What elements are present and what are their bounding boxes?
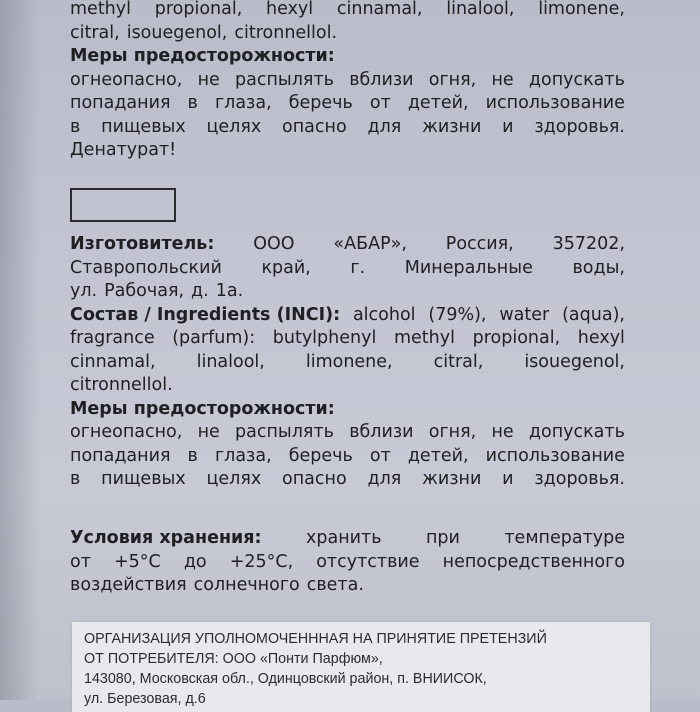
word: (aqua), [562, 304, 625, 325]
sticker-line: ОТ ПОТРЕБИТЕЛЯ: ООО «Понти Парфюм», [84, 651, 383, 667]
word: г. [350, 257, 366, 278]
word: отсутствие [316, 551, 420, 572]
word: в [70, 116, 81, 137]
word: (79%), [428, 304, 487, 325]
storage-line [70, 527, 625, 551]
word: isouegenol, [126, 22, 228, 43]
text-line [70, 116, 625, 140]
precautions-heading-2: Меры предосторожности: [70, 398, 335, 419]
word: огнеопасно, [70, 422, 183, 442]
word: не [491, 422, 514, 442]
word: допускать [528, 69, 625, 90]
word: света. [306, 575, 364, 595]
word: опасно [282, 469, 347, 489]
word: isouegenol, [524, 351, 625, 372]
text-line [70, 0, 625, 22]
word: linalool, [446, 0, 515, 19]
word: linalool, [196, 351, 265, 372]
word: для [367, 116, 402, 137]
word: limonene, [305, 351, 393, 372]
word: попадания [70, 445, 171, 466]
word: water [499, 304, 550, 325]
word: citral, [70, 22, 120, 43]
word: не [197, 69, 220, 90]
text-line [70, 22, 625, 46]
word: огнеопасно, [70, 69, 183, 90]
word: в [187, 445, 198, 466]
word: hexyl [577, 328, 625, 348]
word: Ставропольский [70, 257, 222, 278]
claims-sticker [72, 622, 650, 712]
word: попадания [70, 93, 171, 113]
word: +25°С, [229, 551, 294, 572]
word: citronnellol. [70, 375, 173, 395]
word: д. [191, 281, 209, 301]
word: целях [206, 469, 262, 489]
word: вблизи [349, 69, 414, 90]
text-line [70, 139, 625, 163]
word: солнечного [193, 575, 300, 595]
word: в [70, 469, 81, 489]
word: butylphenyl [272, 328, 377, 348]
word: здоровья. [534, 116, 625, 137]
word: и [502, 469, 514, 489]
word: methyl [70, 0, 131, 19]
word: использование [485, 445, 625, 466]
word: ООО [253, 234, 295, 254]
word: fragrance [70, 328, 155, 348]
word: пищевых [101, 116, 186, 137]
word: беречь [288, 93, 353, 113]
word: Минеральные [404, 257, 533, 278]
word: беречь [288, 445, 353, 466]
text-line [70, 92, 625, 116]
text-line [70, 421, 625, 445]
composition-line [70, 304, 625, 328]
word: вблизи [349, 422, 414, 442]
word: ул. [70, 281, 98, 301]
precautions-heading: Меры предосторожности: [70, 46, 335, 66]
word: от [369, 445, 391, 466]
word: +5°С [113, 551, 161, 572]
word: «АБАР», [333, 234, 407, 254]
composition-label: Состав / Ingredients (INCI): [70, 304, 341, 325]
word: propional, [472, 328, 561, 348]
text-line [70, 69, 625, 93]
storage-block [70, 527, 625, 598]
manufacturer-label: Изготовитель: [70, 234, 215, 254]
word: citronnellol. [234, 22, 338, 43]
word: (parfum): [172, 328, 256, 348]
word: непосредственного [442, 551, 625, 572]
text-line [70, 280, 625, 304]
word: допускать [528, 422, 625, 442]
word: hexyl [266, 0, 314, 19]
word: воды, [572, 257, 625, 278]
word: опасно [282, 116, 347, 137]
word: alcohol [352, 304, 416, 325]
word: целях [206, 116, 262, 137]
word: для [367, 469, 402, 489]
text-line [70, 468, 625, 492]
word: и [502, 116, 514, 137]
word: использование [485, 93, 625, 113]
word: от [369, 93, 391, 113]
word: не [491, 69, 514, 90]
word: methyl [393, 328, 455, 348]
text-line [70, 574, 625, 598]
word: Денатурат! [70, 140, 177, 160]
word: в [187, 93, 198, 113]
word: жизни [422, 469, 482, 489]
word: детей, [407, 445, 469, 466]
word: 357202, [552, 234, 625, 254]
sticker-line: ОРГАНИЗАЦИЯ УПОЛНОМОЧЕНННАЯ НА ПРИНЯТИЕ ПРЕТЕНЗИЙ [84, 631, 547, 647]
package-edge-shadow [0, 0, 40, 700]
word: от [70, 551, 91, 572]
word: cinnamal, [336, 0, 423, 19]
word: здоровья. [534, 469, 625, 489]
word: до [183, 551, 207, 572]
word: propional, [154, 0, 243, 19]
batch-number-box [70, 188, 176, 222]
text-line [70, 374, 625, 398]
word: жизни [422, 116, 482, 137]
word: при [425, 528, 460, 548]
word: огня, [428, 422, 477, 442]
word: limonene, [538, 0, 625, 19]
word: огня, [428, 69, 477, 90]
sticker-line: ул. Березовая, д.6 [84, 691, 206, 707]
word: Рабочая, [104, 281, 185, 301]
text-line [70, 351, 625, 375]
word: не [197, 422, 220, 442]
word: пищевых [101, 469, 186, 489]
word: Россия, [445, 234, 514, 254]
word: край, [261, 257, 311, 278]
text-line [70, 445, 625, 469]
sticker-line: 143080, Московская обл., Одинцовский район, п. ВНИИСОК, [84, 671, 487, 687]
word: 1а. [215, 281, 244, 301]
text-line [70, 551, 625, 575]
word: воздействия [70, 575, 187, 595]
word: citral, [433, 351, 484, 372]
word: cinnamal, [70, 351, 156, 372]
word: хранить [306, 528, 382, 548]
word: глаза, [214, 445, 272, 466]
ingredients-continuation [70, 0, 625, 163]
word: распылять [235, 422, 334, 442]
word: детей, [407, 93, 469, 113]
word: глаза, [214, 93, 272, 113]
text-line [70, 327, 625, 351]
word: распылять [235, 69, 334, 90]
manufacturer-block [70, 233, 625, 492]
manufacturer-line [70, 233, 625, 257]
text-line [70, 257, 625, 281]
storage-label: Условия хранения: [70, 528, 262, 548]
word: температуре [504, 528, 625, 548]
